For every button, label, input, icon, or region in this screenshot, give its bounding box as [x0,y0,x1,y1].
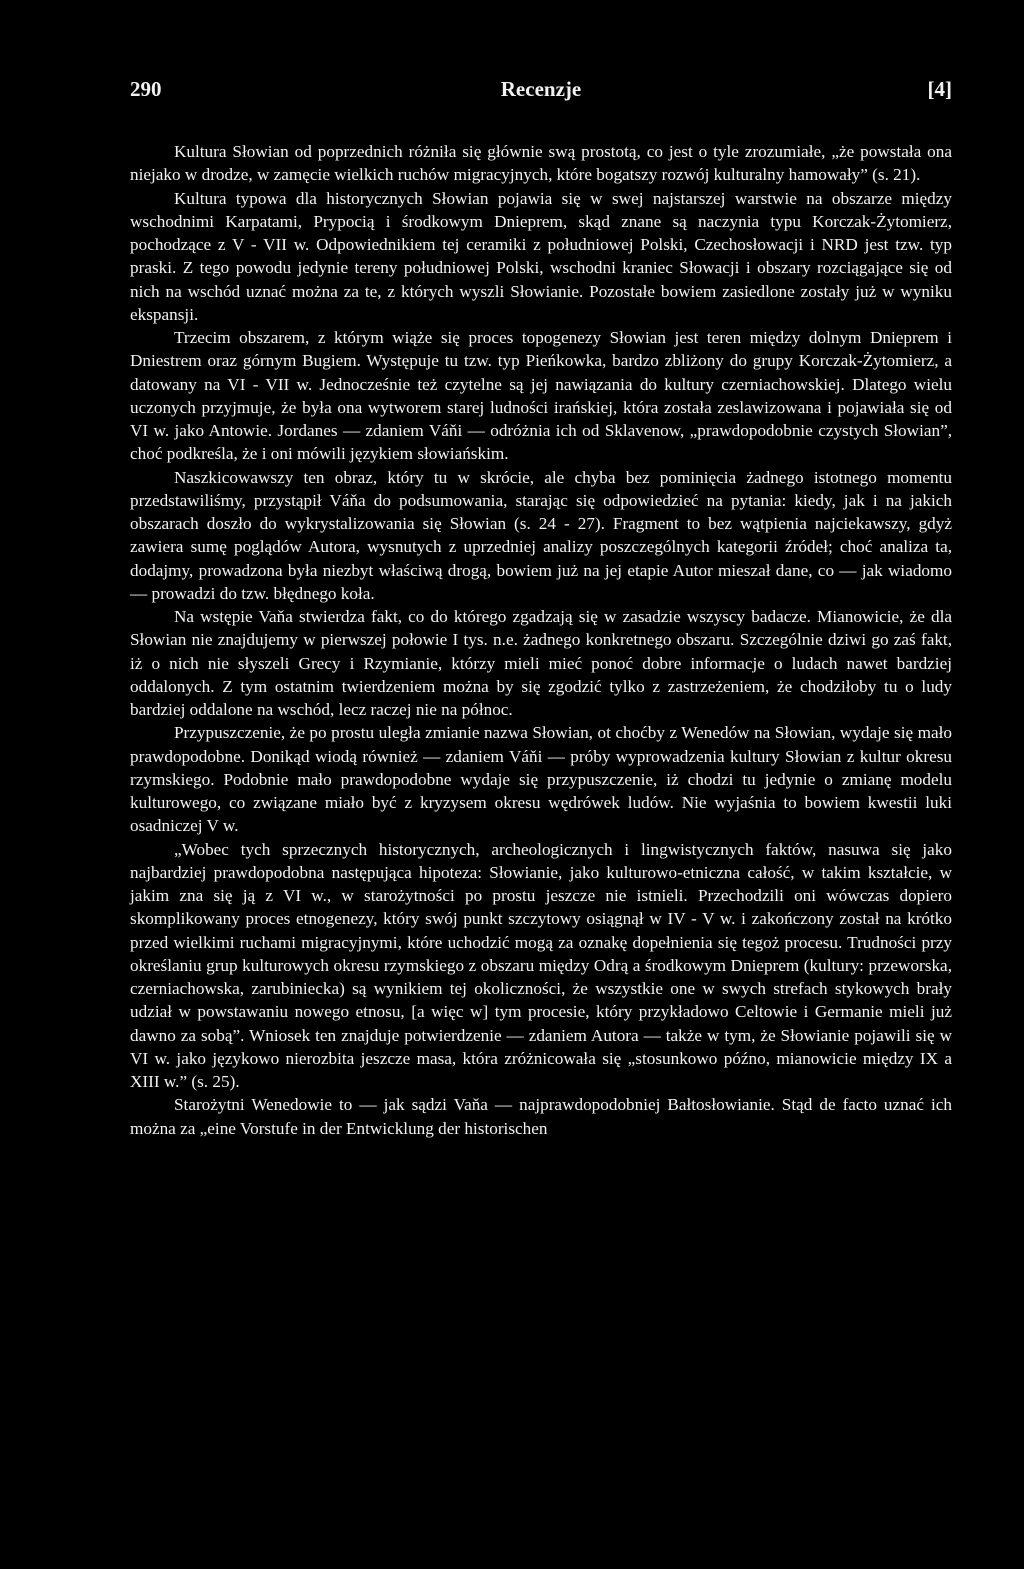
paragraph: Kultura typowa dla historycznych Słowian pojawia się w swej najstarszej warstwie na obszarze między wschodnimi Karpatami, Prypocią i środkowym Dnieprem, skąd znane są naczynia typu Korczak-Żytomierz, pochodzące z V - VII w. Odpowiednikiem tej ceramiki z południowej Polski, Czechosłowacji i NRD jest tzw. typ praski. Z tego powodu jedynie tereny południowej Polski, wschodni kraniec Słowacji i obszary rozciągające się od nich na wschód uznać można za te, z których wyszli Słowianie. Pozostałe bowiem zasiedlone zostały już w wyniku ekspansji. [130,188,952,324]
section-marker: [4] [927,77,952,101]
page-header [130,77,952,107]
paragraph: „Wobec tych sprzecznych historycznych, archeologicznych i lingwistycznych faktów, nasuwa się jako najbardziej prawdopodobna następująca hipoteza: Słowianie, jako kulturowo-etniczna całość, w takim kształcie, w jakim zna się ją z VI w., w starożytności po prostu jeszcze nie istnieli. Przechodzili oni wówczas dopiero skomplikowany proces etnogenezy, który swój punkt szczytowy osiągnął w IV - V w. i zakończony został na krótko przed wielkimi ruchami migracyjnymi, które uchodzić mogą za oznakę dopełnienia się tegoż procesu. Trudności przy określaniu grup kulturowych okresu rzymskiego z obszaru między Odrą a środkowym Dnieprem (kultury: przeworska, czerniachowska, zarubiniecka) są wynikiem tej okoliczności, że wszystkie one w swych strefach stykowych brały udział w powstawaniu nowego etnosu, [a więc w] tym procesie, który przykładowo Celtowie i Germanie mieli już dawno za sobą”. Wniosek ten znajduje potwierdzenie — zdaniem Autora — także w tym, że Słowianie pojawili się w VI w. jako językowo nierozbita jeszcze masa, która zróżnicowała się „stosunkowo późno, mianowicie między IX a XIII w.” (s. 25). [130,839,952,1091]
paragraph: Naszkicowawszy ten obraz, który tu w skrócie, ale chyba bez pominięcia żadnego istotnego momentu przedstawiliśmy, przystąpił Váňa do podsumowania, starając się odpowiedzieć na pytania: kiedy, jak i na jakich obszarach doszło do wykrystalizowania się Słowian (s. 24 - 27). Fragment to bez wątpienia najciekawszy, gdyż zawiera sumę poglądów Autora, wysnutych z uprzedniej analizy poszczególnych kategorii źródeł; choć analiza ta, dodajmy, prowadzona była niezbyt właściwą drogą, bowiem już na jej etapie Autor mieszał dane, co — jak wiadomo — prowadzi do tzw. błędnego koła. [130,467,952,603]
running-title: Recenzje [500,77,582,101]
paragraph: Starożytni Wenedowie to — jak sądzi Vaňa — najprawdopodobniej Bałtosłowianie. Stąd de facto uznać ich można za „eine Vorstufe in der Entwicklung der historischen [130,1095,952,1138]
paragraph: Trzecim obszarem, z którym wiąże się proces topogenezy Słowian jest teren między dolnym Dnieprem i Dniestrem oraz górnym Bugiem. Występuje tu tzw. typ Pieńkowka, bardzo zbliżony do grupy Korczak-Żytomierz, a datowany na VI - VII w. Jednocześnie też czytelne są jej nawiązania do kultury czerniachowskiej. Dlatego wielu uczonych przyjmuje, że była ona wytworem starej ludności irańskiej, która została zeslawizowana i pojawiała się od VI w. jako Antowie. Jordanes — zdaniem Váňi — odróżnia ich od Sklavenow, „prawdopodobnie czystych Słowian”, choć podkreśla, że i oni mówili językiem słowiańskim. [130,328,952,464]
paragraph: Przypuszczenie, że po prostu uległa zmianie nazwa Słowian, ot choćby z Wenedów na Słowian, wydaje się mało prawdopodobne. Donikąd wiodą również — zdaniem Váňi — próby wyprowadzenia kultury Słowian z kultur okresu rzymskiego. Podobnie mało prawdopodobne wydaje się przypuszczenie, iż chodzi tu jedynie o zmianę modelu kulturowego, co związane miało być z kryzysem okresu wędrówek ludów. Nie wyjaśnia to bowiem kwestii luki osadniczej V w. [130,723,952,836]
body-text [130,140,952,1140]
paragraph: Kultura Słowian od poprzednich różniła się głównie swą prostotą, co jest o tyle zrozumiałe, „że powstała ona niejako w drodze, w zamęcie wielkich ruchów migracyjnych, które bogatszy rozwój kulturalny hamowały” (s. 21). [130,142,952,185]
page-number: 290 [130,77,162,101]
paragraph: Na wstępie Vaňa stwierdza fakt, co do którego zgadzają się w zasadzie wszyscy badacze. Mianowicie, że dla Słowian nie znajdujemy w pierwszej połowie I tys. n.e. żadnego konkretnego obszaru. Szczególnie dziwi go zaś fakt, iż o nich nie słyszeli Grecy i Rzymianie, którzy mieli mieć ponoć dobre informacje o ludach nawet bardziej oddalonych. Z tym ostatnim twierdzeniem można by się zgodzić tylko z zastrzeżeniem, że chodziłoby tu o ludy bardziej oddalone na wschód, lecz raczej nie na północ. [130,607,952,719]
